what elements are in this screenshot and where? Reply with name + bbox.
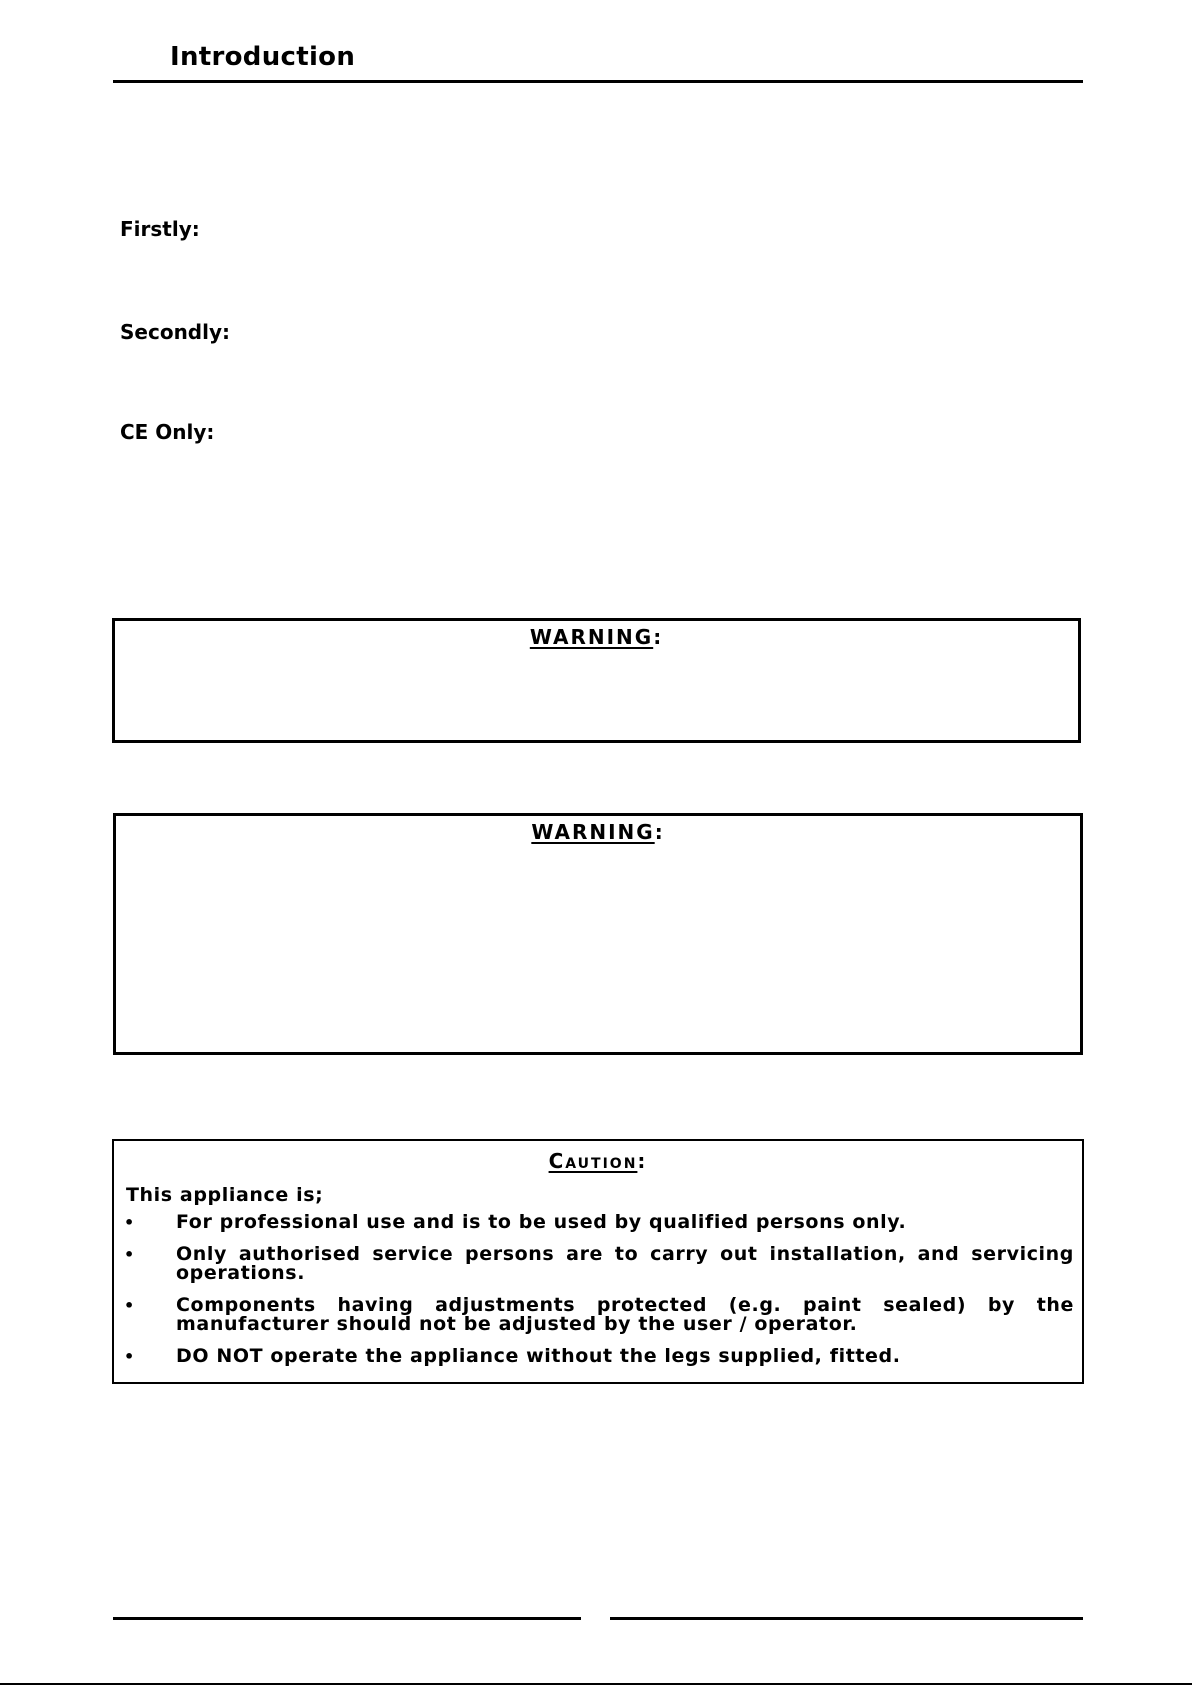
bullet-icon: • (124, 1347, 135, 1366)
caution-list (114, 1213, 1082, 1379)
header-rule (113, 80, 1083, 83)
list-item: • Components having adjustments protected (e.g. paint sealed) by the manufacturer should not be adjusted by the user / operator. (124, 1294, 1074, 1335)
warning-box-1 (112, 618, 1081, 743)
warning-box-2 (113, 813, 1083, 1055)
secondly-label: Secondly: (120, 320, 231, 344)
caution-box (112, 1139, 1084, 1384)
caution-heading: Caution: (548, 1149, 648, 1173)
list-item: • Only authorised service persons are to carry out installation, and servicing operations. (124, 1243, 1074, 1284)
bullet-icon: • (124, 1213, 135, 1232)
list-item: • For professional use and is to be used by qualified persons only. (124, 1211, 907, 1233)
warning-heading-1: WARNING: (529, 625, 664, 649)
firstly-label: Firstly: (120, 217, 200, 241)
list-item: • DO NOT operate the appliance without the legs supplied, fitted. (124, 1345, 901, 1367)
bullet-icon: • (124, 1296, 135, 1315)
bullet-icon: • (124, 1245, 135, 1264)
ce-only-label: CE Only: (120, 420, 215, 444)
footer-rule-right (610, 1617, 1083, 1620)
page-title: Introduction (170, 42, 356, 72)
warning-heading-2: WARNING: (531, 820, 665, 844)
footer-rule-left (113, 1617, 581, 1620)
caution-intro: This appliance is; (126, 1184, 324, 1206)
